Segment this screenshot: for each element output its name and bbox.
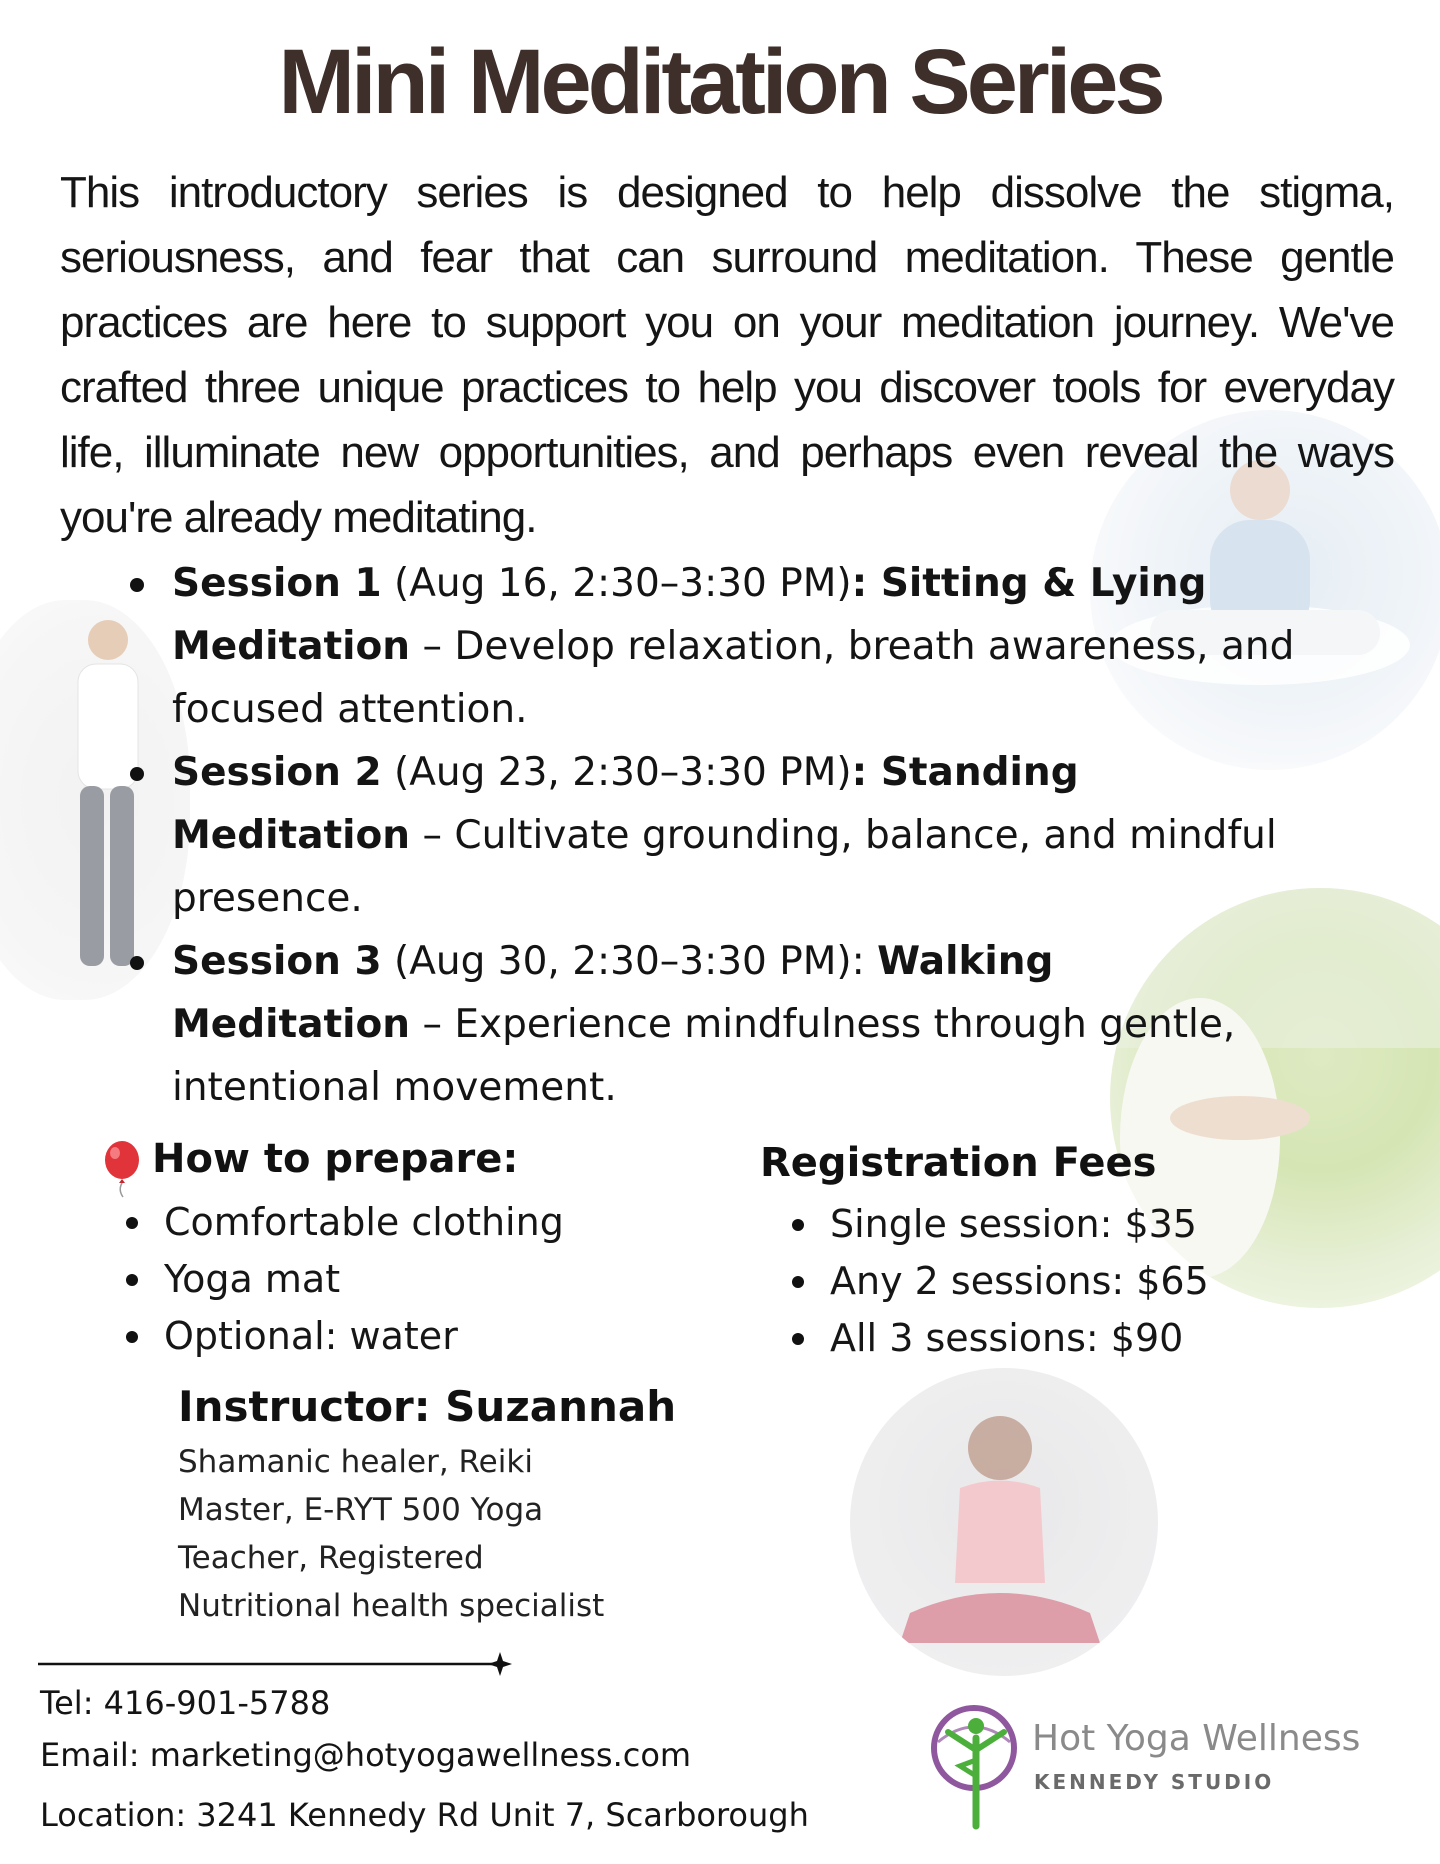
session-description: – Develop relaxation, breath awareness, and focused attention. [172, 624, 1295, 732]
session-time: (Aug 30, 2:30–3:30 PM): [381, 939, 878, 984]
page-title: Mini Meditation Series [278, 31, 1162, 133]
session-name: Walking Meditation [172, 939, 1054, 1047]
session-separator: : [851, 561, 881, 606]
list-item: Single session: $35 [788, 1196, 1209, 1253]
session-time: (Aug 23, 2:30–3:30 PM) [381, 750, 852, 795]
session-item [122, 552, 1302, 741]
yoga-logo-icon [928, 1702, 1024, 1832]
intro-paragraph: This introductory series is designed to help dissolve the stigma, seriousness, and fear that can surround meditation. These gentle practices are here to support you on your meditation journey. We've crafted three unique practices to help you discover tools for everyday life, illuminate new opportunities, and perhaps even reveal the ways you're already meditating. [60, 168, 1394, 542]
instructor-bio [178, 1438, 698, 1630]
list-item: Optional: water [122, 1308, 564, 1365]
list-item: All 3 sessions: $90 [788, 1310, 1209, 1367]
list-item: Comfortable clothing [122, 1194, 564, 1251]
session-time: (Aug 16, 2:30–3:30 PM) [381, 561, 852, 606]
session-label: Session 1 [172, 561, 382, 606]
bio-line: Master, E-RYT 500 Yoga [178, 1492, 544, 1528]
session-item [122, 741, 1302, 930]
prepare-heading: How to prepare: [152, 1136, 519, 1182]
logo-subtitle: KENNEDY STUDIO [1034, 1770, 1275, 1794]
instructor-photo [850, 1368, 1158, 1676]
list-item: Any 2 sessions: $65 [788, 1253, 1209, 1310]
logo-name: Hot Yoga Wellness [1032, 1718, 1361, 1759]
session-label: Session 2 [172, 750, 382, 795]
session-list [122, 552, 1302, 1119]
session-description: – Experience mindfulness through gentle, intentional movement. [172, 1002, 1236, 1110]
contact-email: Email: marketing@hotyogawellness.com [40, 1736, 692, 1774]
prepare-list [122, 1194, 564, 1365]
fees-heading: Registration Fees [760, 1140, 1157, 1186]
bio-line: Shamanic healer, Reiki [178, 1444, 533, 1480]
list-item: Yoga mat [122, 1251, 564, 1308]
session-name: Sitting & Lying Meditation [172, 561, 1207, 669]
contact-tel: Tel: 416-901-5788 [40, 1684, 331, 1722]
contact-location: Location: 3241 Kennedy Rd Unit 7, Scarborough [40, 1796, 809, 1834]
session-description: – Cultivate grounding, balance, and mindful presence. [172, 813, 1277, 921]
session-label: Session 3 [172, 939, 382, 984]
session-name: Standing Meditation [172, 750, 1079, 858]
instructor-name: Instructor: Suzannah [178, 1382, 677, 1431]
divider-line [38, 1652, 518, 1676]
bio-line: Teacher, Registered [178, 1540, 484, 1576]
session-separator: : [851, 750, 881, 795]
balloon-icon [100, 1140, 144, 1200]
fees-list [788, 1196, 1209, 1367]
bio-line: Nutritional health specialist [178, 1588, 605, 1624]
session-item [122, 930, 1302, 1119]
